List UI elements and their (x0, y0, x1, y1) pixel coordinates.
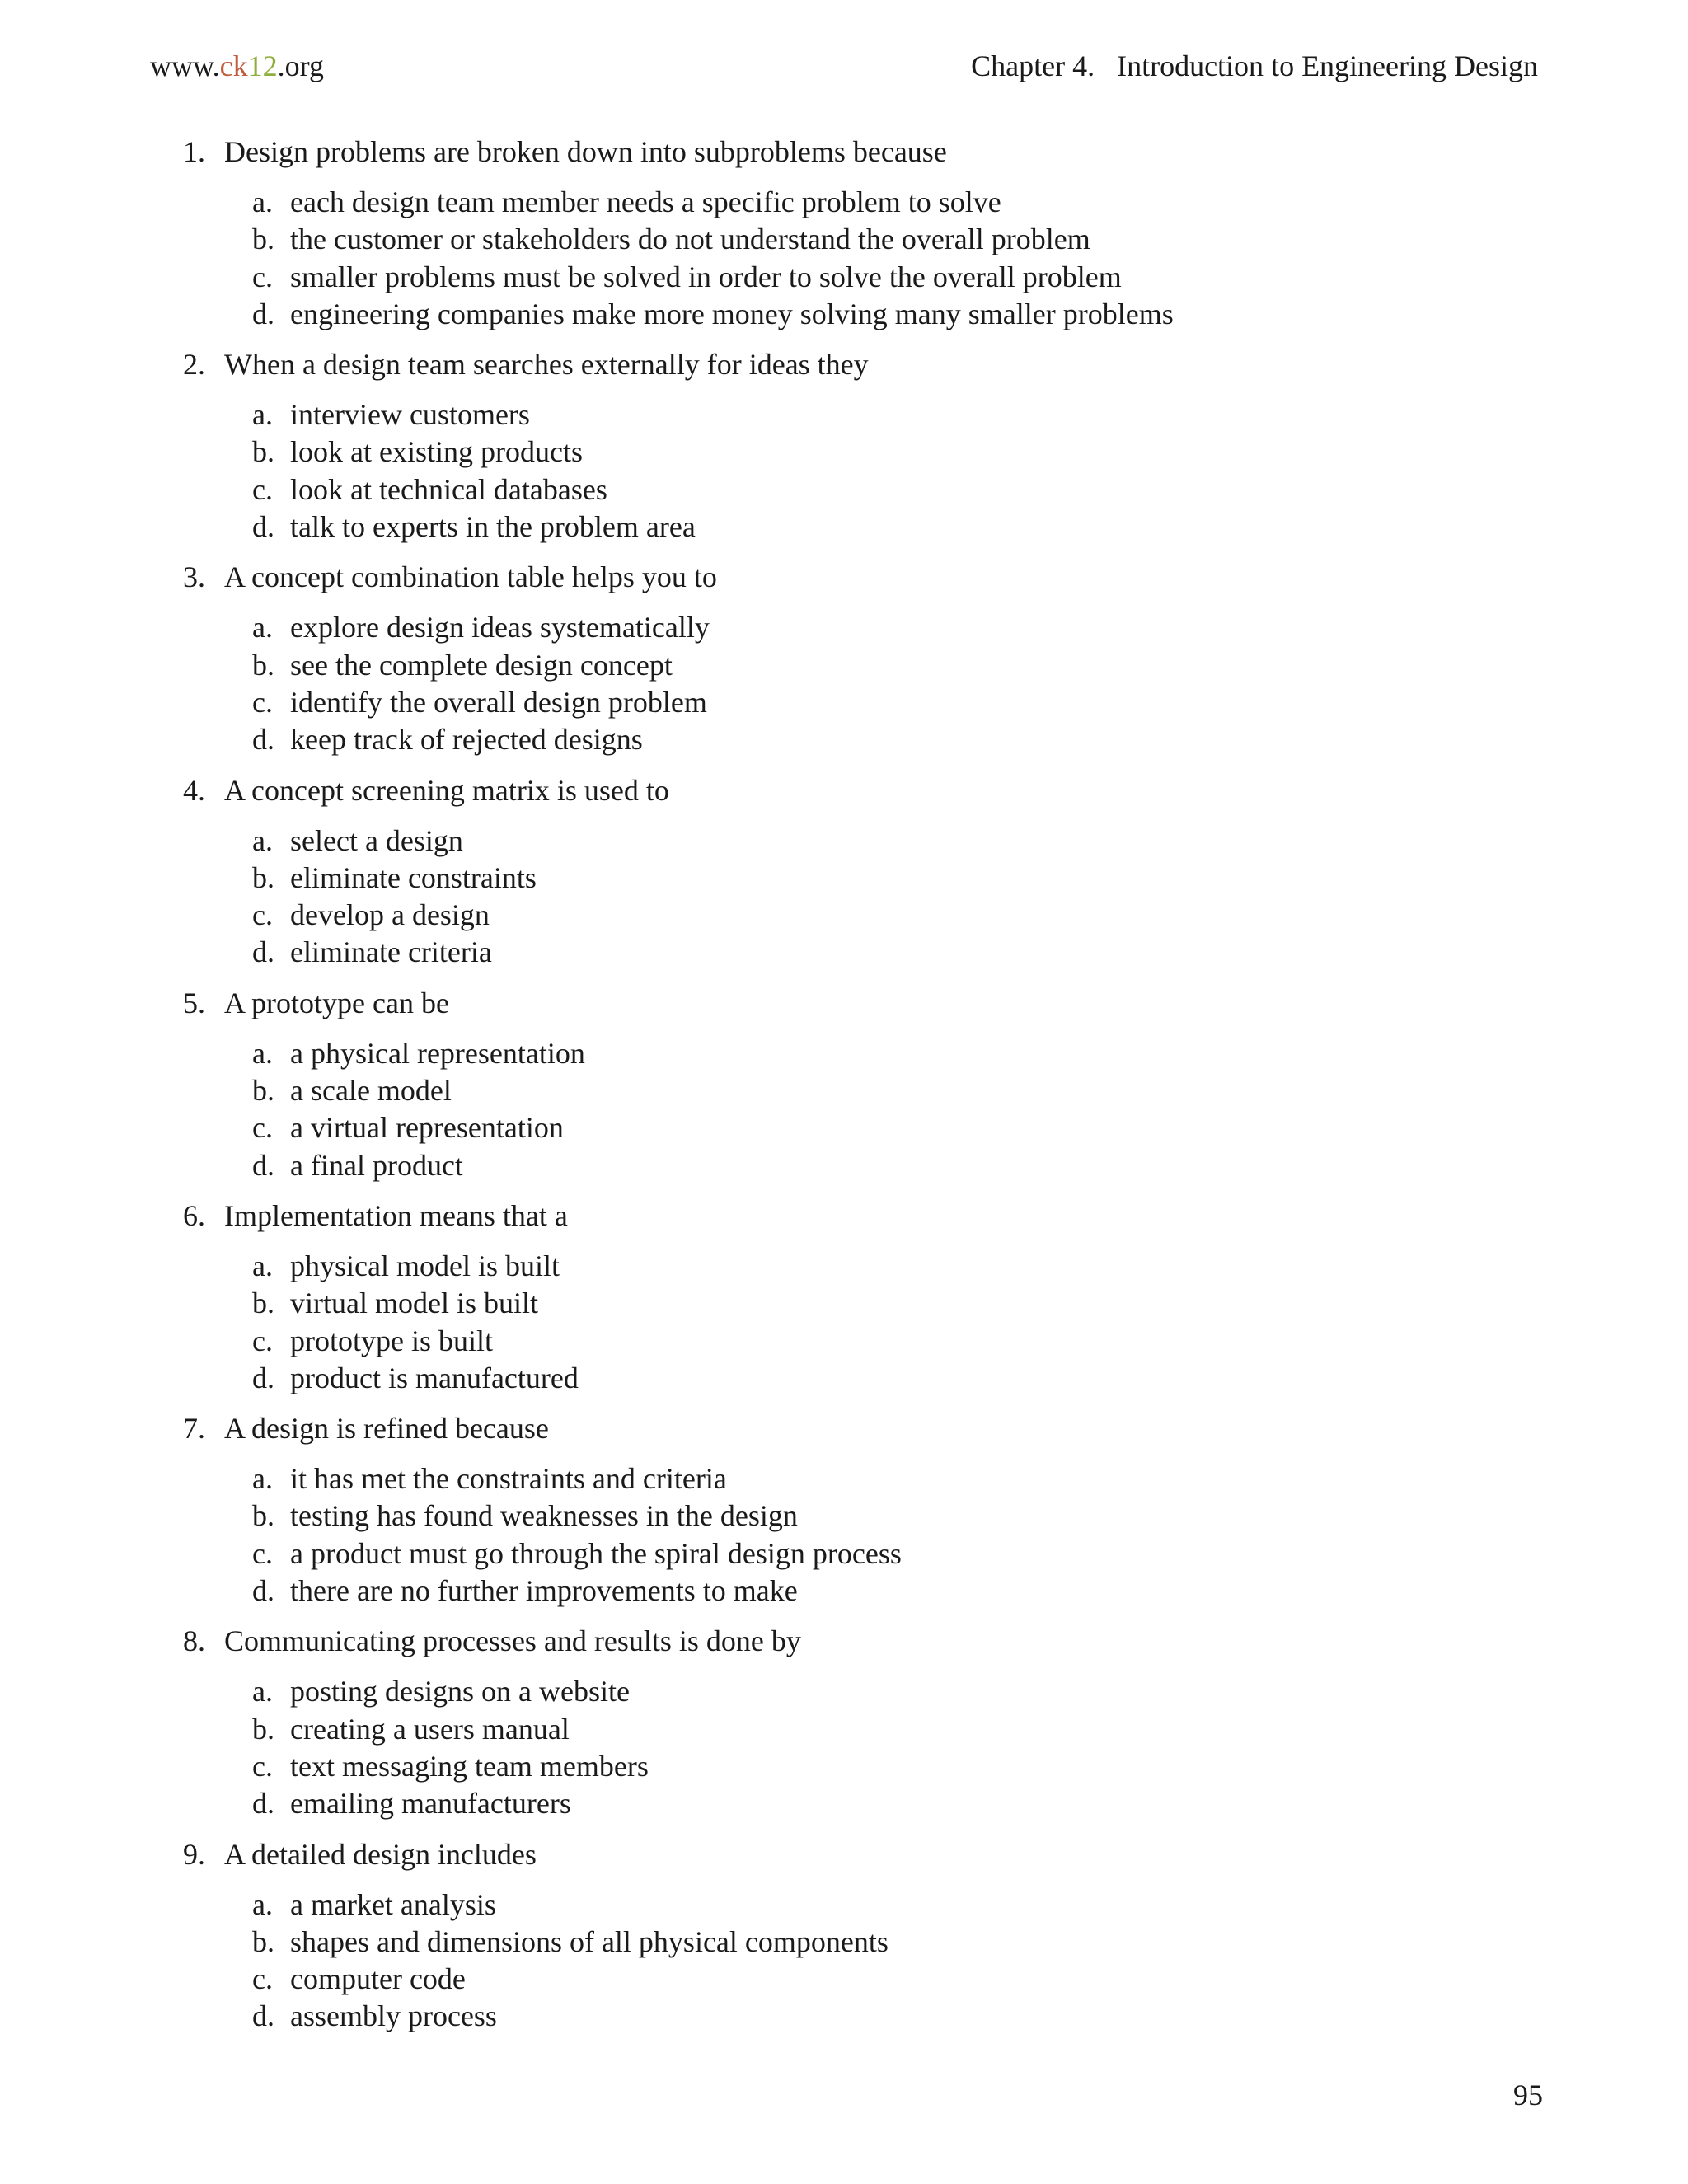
answer-option-row (252, 434, 1535, 471)
answer-option-row (252, 647, 1535, 684)
answer-option-row (252, 823, 1535, 860)
answer-option-row (252, 1673, 1535, 1710)
page-number: 95 (1513, 2079, 1543, 2111)
answer-option (252, 721, 1535, 758)
option-letter: a. (252, 185, 273, 218)
answer-option (252, 684, 1535, 721)
answer-option-row (252, 609, 1535, 646)
answer-options (183, 1248, 1535, 1397)
option-text: emailing manufacturers (290, 1787, 571, 1821)
answer-option-row (252, 184, 1535, 221)
answer-option (252, 1285, 1535, 1322)
question-text: A concept combination table helps you to (224, 560, 717, 594)
question-text: Implementation means that a (224, 1198, 568, 1232)
answer-option-row (252, 1360, 1535, 1397)
answer-option (252, 1072, 1535, 1109)
answer-option-row (252, 860, 1535, 897)
question-item (183, 346, 1535, 546)
option-letter: c. (252, 1324, 273, 1357)
question-item (183, 985, 1535, 1184)
question-number: 3. (183, 560, 205, 594)
question-item (183, 134, 1535, 333)
answer-option (252, 934, 1535, 971)
option-text: product is manufactured (290, 1361, 579, 1394)
answer-option-row (252, 1323, 1535, 1360)
answer-option (252, 823, 1535, 860)
answer-option (252, 1785, 1535, 1822)
option-letter: c. (252, 1536, 273, 1570)
option-letter: a. (252, 1462, 273, 1496)
answer-option-row (252, 509, 1535, 546)
question-text: A detailed design includes (224, 1837, 537, 1871)
question-stem (183, 985, 1535, 1022)
question-stem (183, 1836, 1535, 1873)
option-letter: c. (252, 685, 273, 719)
option-text: select a design (290, 823, 463, 857)
option-letter: a. (252, 611, 273, 644)
answer-option (252, 259, 1535, 296)
answer-option-row (252, 1285, 1535, 1322)
site-url-ck: ck (219, 49, 248, 82)
question-number: 4. (183, 773, 205, 807)
answer-option (252, 1497, 1535, 1535)
answer-option (252, 509, 1535, 546)
answer-option (252, 860, 1535, 897)
answer-options (183, 184, 1535, 333)
question-number: 8. (183, 1624, 205, 1658)
question-stem (183, 559, 1535, 596)
option-text: a final product (290, 1148, 463, 1182)
option-letter: c. (252, 472, 273, 506)
answer-option-row (252, 1924, 1535, 1961)
option-text: develop a design (290, 898, 490, 932)
option-letter: d. (252, 1999, 274, 2033)
option-letter: b. (252, 860, 274, 894)
option-text: eliminate constraints (290, 860, 537, 894)
option-letter: a. (252, 1036, 273, 1070)
option-letter: b. (252, 1286, 274, 1320)
option-text: smaller problems must be solved in order to solve the overall problem (290, 260, 1122, 293)
question-stem (183, 346, 1535, 383)
option-letter: d. (252, 723, 274, 757)
option-text: a market analysis (290, 1887, 496, 1921)
question-item (183, 772, 1535, 972)
option-text: look at technical databases (290, 472, 607, 506)
option-text: physical model is built (290, 1249, 560, 1282)
option-letter: d. (252, 935, 274, 969)
site-url-suffix: .org (277, 49, 324, 82)
site-url (150, 48, 324, 84)
answer-option-row (252, 721, 1535, 758)
question-stem (183, 134, 1535, 171)
answer-option-row (252, 296, 1535, 333)
option-text: prototype is built (290, 1324, 493, 1357)
question-stem (183, 1197, 1535, 1235)
option-letter: c. (252, 898, 273, 932)
answer-option-row (252, 1572, 1535, 1610)
answer-option (252, 396, 1535, 434)
option-text: talk to experts in the problem area (290, 510, 696, 544)
option-letter: d. (252, 297, 274, 330)
option-letter: d. (252, 1361, 274, 1394)
option-letter: a. (252, 823, 273, 857)
option-text: a physical representation (290, 1036, 585, 1070)
answer-option (252, 1961, 1535, 1998)
answer-option-row (252, 396, 1535, 434)
option-letter: d. (252, 1574, 274, 1608)
answer-option-row (252, 897, 1535, 934)
option-text: each design team member needs a specific problem to solve (290, 185, 1001, 218)
answer-option (252, 1924, 1535, 1961)
answer-option-row (252, 471, 1535, 509)
answer-option (252, 221, 1535, 258)
answer-option-row (252, 1460, 1535, 1497)
option-letter: b. (252, 1924, 274, 1958)
question-item (183, 1197, 1535, 1397)
option-text: keep track of rejected designs (290, 723, 643, 757)
question-stem (183, 772, 1535, 809)
answer-options (183, 609, 1535, 758)
option-letter: a. (252, 398, 273, 432)
answer-option (252, 1248, 1535, 1285)
answer-option-row (252, 221, 1535, 258)
option-text: engineering companies make more money solving many smaller problems (290, 297, 1174, 330)
answer-option (252, 1572, 1535, 1610)
question-number: 5. (183, 986, 205, 1019)
question-number: 2. (183, 348, 205, 382)
answer-option-row (252, 1785, 1535, 1822)
option-letter: d. (252, 510, 274, 544)
option-letter: a. (252, 1675, 273, 1708)
answer-option-row (252, 1998, 1535, 2035)
answer-option (252, 1323, 1535, 1360)
question-text: Communicating processes and results is done by (224, 1624, 801, 1658)
answer-option-row (252, 1535, 1535, 1572)
question-item (183, 559, 1535, 758)
option-letter: b. (252, 1499, 274, 1533)
option-text: testing has found weaknesses in the design (290, 1499, 798, 1533)
answer-options (183, 1886, 1535, 2036)
option-letter: a. (252, 1249, 273, 1282)
option-letter: a. (252, 1887, 273, 1921)
question-list (183, 134, 1535, 2049)
option-text: look at existing products (290, 435, 583, 469)
answer-options (183, 1460, 1535, 1610)
answer-option-row (252, 684, 1535, 721)
answer-option (252, 1360, 1535, 1397)
question-number: 1. (183, 135, 205, 168)
answer-option (252, 1886, 1535, 1924)
running-header (0, 48, 1688, 84)
question-item (183, 1623, 1535, 1822)
option-text: virtual model is built (290, 1286, 538, 1320)
answer-option-row (252, 1147, 1535, 1184)
answer-option-row (252, 1961, 1535, 1998)
option-text: it has met the constraints and criteria (290, 1462, 727, 1496)
option-text: posting designs on a website (290, 1675, 630, 1708)
answer-option (252, 1147, 1535, 1184)
answer-options (183, 823, 1535, 972)
answer-option (252, 434, 1535, 471)
question-text: A design is refined because (224, 1412, 549, 1446)
option-letter: c. (252, 1749, 273, 1783)
answer-option (252, 1673, 1535, 1710)
answer-option (252, 1711, 1535, 1748)
answer-option-row (252, 1886, 1535, 1924)
option-letter: b. (252, 435, 274, 469)
answer-option-row (252, 259, 1535, 296)
option-letter: c. (252, 1111, 273, 1145)
question-text: Design problems are broken down into subproblems because (224, 135, 947, 168)
question-text: A prototype can be (224, 986, 449, 1019)
answer-option-row (252, 934, 1535, 971)
option-text: a scale model (290, 1074, 452, 1108)
site-url-prefix: www. (150, 49, 220, 82)
question-stem (183, 1623, 1535, 1660)
answer-option (252, 609, 1535, 646)
option-text: assembly process (290, 1999, 497, 2033)
question-text: When a design team searches externally for ideas they (224, 348, 869, 382)
option-text: identify the overall design problem (290, 685, 707, 719)
question-number: 6. (183, 1198, 205, 1232)
chapter-title: Chapter 4. Introduction to Engineering Design (971, 49, 1538, 82)
question-number: 9. (183, 1837, 205, 1871)
question-number: 7. (183, 1412, 205, 1446)
option-letter: c. (252, 1962, 273, 1996)
answer-options (183, 1673, 1535, 1822)
option-letter: b. (252, 223, 274, 256)
answer-option-row (252, 1035, 1535, 1072)
option-letter: d. (252, 1148, 274, 1182)
answer-option (252, 647, 1535, 684)
answer-option (252, 1535, 1535, 1572)
question-item (183, 1410, 1535, 1610)
answer-options (183, 396, 1535, 546)
answer-option (252, 1998, 1535, 2035)
option-letter: b. (252, 1712, 274, 1746)
site-url-number: 12 (247, 49, 278, 82)
option-letter: c. (252, 260, 273, 293)
answer-option-row (252, 1072, 1535, 1109)
answer-options (183, 1035, 1535, 1184)
answer-option (252, 184, 1535, 221)
option-text: eliminate criteria (290, 935, 492, 969)
question-text: A concept screening matrix is used to (224, 773, 669, 807)
answer-option (252, 471, 1535, 509)
option-text: interview customers (290, 398, 530, 432)
answer-option-row (252, 1711, 1535, 1748)
option-letter: b. (252, 648, 274, 682)
option-text: text messaging team members (290, 1749, 649, 1783)
option-letter: b. (252, 1074, 274, 1108)
option-text: creating a users manual (290, 1712, 570, 1746)
answer-option (252, 1109, 1535, 1146)
option-text: see the complete design concept (290, 648, 673, 682)
option-text: shapes and dimensions of all physical components (290, 1924, 889, 1958)
answer-option-row (252, 1497, 1535, 1535)
option-text: there are no further improvements to make (290, 1574, 798, 1608)
option-text: the customer or stakeholders do not understand the overall problem (290, 223, 1090, 256)
answer-option (252, 296, 1535, 333)
answer-option-row (252, 1248, 1535, 1285)
answer-option (252, 897, 1535, 934)
question-stem (183, 1410, 1535, 1447)
option-text: explore design ideas systematically (290, 611, 710, 644)
answer-option (252, 1460, 1535, 1497)
answer-option-row (252, 1748, 1535, 1785)
option-text: computer code (290, 1962, 466, 1996)
answer-option-row (252, 1109, 1535, 1146)
option-letter: d. (252, 1787, 274, 1821)
answer-option (252, 1035, 1535, 1072)
option-text: a product must go through the spiral design process (290, 1536, 902, 1570)
option-text: a virtual representation (290, 1111, 564, 1145)
question-item (183, 1836, 1535, 2036)
answer-option (252, 1748, 1535, 1785)
